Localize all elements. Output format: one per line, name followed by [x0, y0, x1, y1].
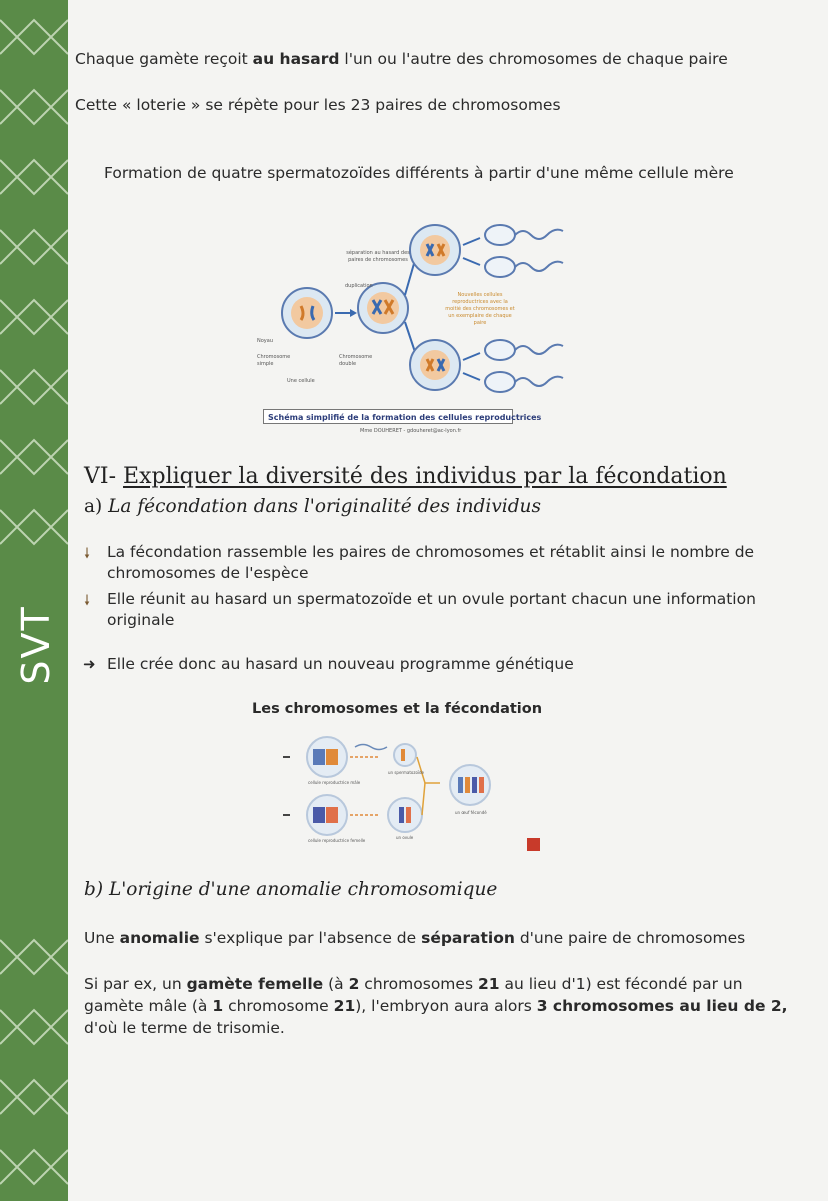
- sidebar-label: SVT: [14, 605, 58, 685]
- figure1-credit: Mme DOUHERET - gdouheret@ac-lyon.fr: [360, 428, 462, 434]
- label-ovule: un ovule: [396, 835, 414, 840]
- label-chromosome-simple: Chromosome simple: [257, 354, 291, 367]
- intro-line-2: Cette « loterie » se répète pour les 23 paires de chromosomes: [75, 96, 561, 114]
- label-chromosome-double: Chromosome double: [339, 354, 373, 367]
- section6-title: VI- Expliquer la diversité des individus par la fécondation: [84, 464, 727, 489]
- label-female-cell: cellule reproductrice femelle: [308, 838, 366, 843]
- label-egg: un œuf fécondé: [455, 810, 487, 815]
- section-b-title: b) L'origine d'une anomalie chromosomique: [84, 879, 498, 900]
- sidebar: [0, 0, 68, 1201]
- red-square-icon: [527, 838, 540, 851]
- section-b-p2-line1: Si par ex, un gamète femelle (à 2 chromosomes 21 au lieu d'1) est fécondé par un: [84, 975, 743, 993]
- label-duplication: duplication: [345, 283, 373, 289]
- label-une-cellule: Une cellule: [287, 378, 315, 384]
- label-separation: séparation au hasard des paires de chromosomes: [346, 250, 410, 263]
- arrow-right-icon: ➜: [83, 655, 96, 673]
- label-noyau: Noyau: [257, 338, 273, 344]
- fecondation-diagram: [280, 735, 520, 845]
- bullet-2: Elle réunit au hasard un spermatozoïde et un ovule portant chacun une information originale: [107, 590, 756, 629]
- bullet-arrow-icon: 🠗: [84, 593, 91, 609]
- intro-line-3: Formation de quatre spermatozoïdes différents à partir d'une même cellule mère: [104, 164, 734, 182]
- meiosis-diagram: [255, 220, 585, 410]
- intro-line-1: Chaque gamète reçoit au hasard l'un ou l'autre des chromosomes de chaque paire: [75, 50, 728, 68]
- section-b-p2-line3: d'où le terme de trisomie.: [84, 1019, 285, 1037]
- section6-subtitle-a: a) La fécondation dans l'originalité des individus: [84, 496, 541, 517]
- section-b-p1: Une anomalie s'explique par l'absence de séparation d'une paire de chromosomes: [84, 929, 746, 947]
- figure1-caption: Schéma simplifié de la formation des cellules reproductrices: [263, 409, 513, 424]
- label-nouvelles-cellules: Nouvelles cellules reproductrices avec la moitié des chromosomes et un exemplaire de chaque paire: [445, 292, 515, 326]
- label-sperm: un spermatozoïde: [388, 770, 425, 775]
- arrow-line: Elle crée donc au hasard un nouveau programme génétique: [107, 655, 574, 673]
- label-male-cell: cellule reproductrice mâle: [308, 780, 361, 785]
- section-b-p2-line2: gamète mâle (à 1 chromosome 21), l'embryon aura alors 3 chromosomes au lieu de 2,: [84, 997, 788, 1015]
- figure2-title: Les chromosomes et la fécondation: [252, 701, 543, 717]
- bullet-1: La fécondation rassemble les paires de chromosomes et rétablit ainsi le nombre de chromosomes de l'espèce: [107, 543, 755, 582]
- bullet-arrow-icon: 🠗: [84, 546, 91, 562]
